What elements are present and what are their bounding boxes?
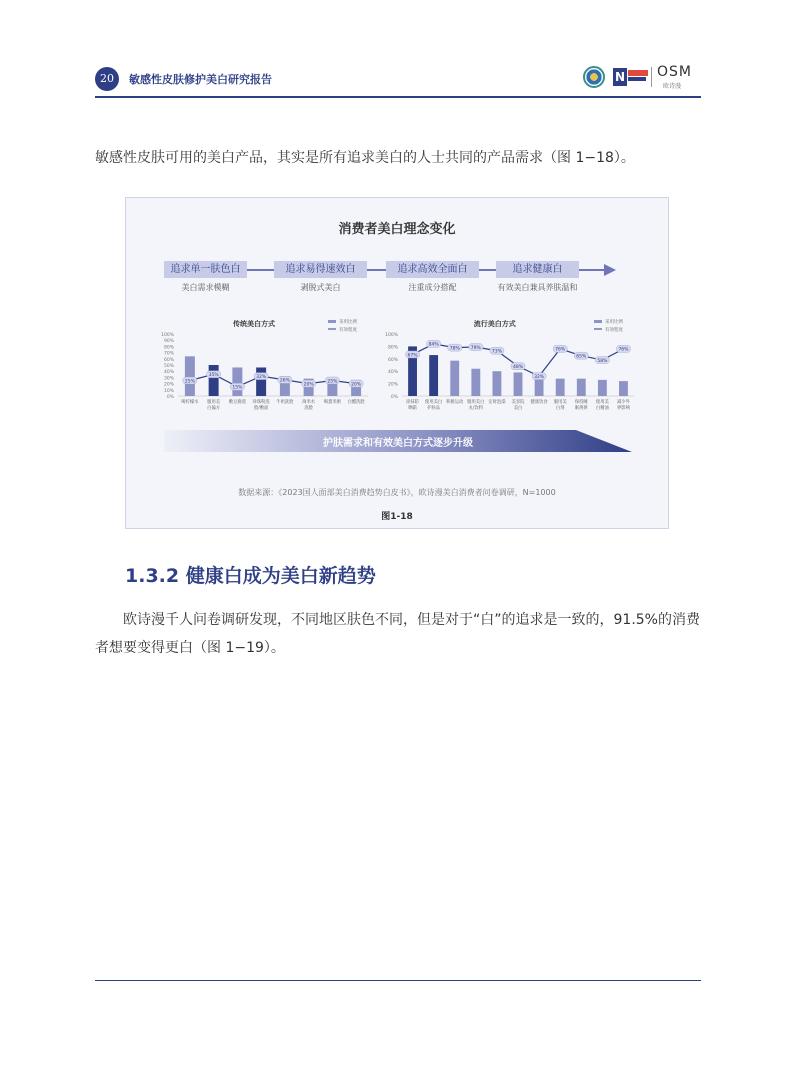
category-label: 白剂 [555, 406, 565, 411]
y-tick-label: 20% [387, 382, 398, 388]
category-label: 丸/饮料 [468, 406, 483, 411]
association-seal-icon [583, 66, 605, 88]
header-rule [95, 96, 701, 98]
bar [450, 361, 459, 396]
data-label: 35% [208, 373, 219, 379]
y-tick-label: 50% [163, 364, 174, 369]
stage-2-sub: 剥脱式美白 [300, 283, 341, 292]
stage-connector [479, 269, 496, 271]
y-tick-label: 10% [163, 388, 174, 394]
bar [256, 367, 266, 396]
category-label: 淘米水 [302, 400, 316, 405]
osm-logo: OSM [657, 64, 692, 80]
y-tick-label: 90% [163, 339, 174, 345]
figure-label: 图1-18 [381, 512, 413, 522]
category-label: 白精油 [595, 406, 609, 411]
bar [429, 355, 438, 396]
y-tick-label: 0% [390, 395, 398, 400]
data-label: 65% [576, 354, 587, 360]
category-label: 美容院 [511, 400, 525, 405]
data-label: 48% [512, 365, 524, 371]
stage-3-label: 追求高效全面白 [386, 261, 479, 278]
category-label: 界影响 [617, 406, 630, 411]
figure-1-18 [125, 197, 669, 529]
category-label: 晒霜 [408, 406, 417, 411]
legend-bar-label: 采用比例 [339, 320, 357, 325]
stage-2-label: 追求易得速效白 [274, 261, 367, 278]
legend-bar-swatch [328, 320, 336, 323]
legend-bar-label: 采用比例 [605, 320, 623, 325]
category-label: 服用美 [207, 400, 221, 405]
data-label: 15% [232, 385, 243, 391]
bar [514, 372, 523, 396]
category-label: 服用美白 [467, 400, 485, 405]
stage-arrow-icon [604, 264, 616, 276]
paragraph-2: 欧诗漫千人问卷调研发现，不同地区肤色不同，但是对于“白”的追求是一致的，91.5%的消费者想要变得更白（图 1−19）。 [95, 612, 700, 656]
stage-connector [579, 269, 604, 271]
y-tick-label: 20% [163, 382, 174, 388]
y-tick-label: 60% [163, 357, 174, 363]
chart-traditional [146, 316, 386, 426]
category-label: 护肤品 [427, 406, 441, 411]
stage-4-label: 追求健康白 [496, 261, 579, 278]
bar [535, 377, 544, 396]
stage-1-label: 追求单一肤色白 [164, 261, 247, 278]
bar [556, 379, 565, 396]
figure-source: 数据来源：《2023国人面部美白消费趋势白皮书》，欧诗漫美白消费者问卷调研，N=1000 [238, 488, 556, 497]
legend-bar-swatch [594, 320, 602, 323]
data-label: 20% [351, 382, 362, 388]
data-label: 25% [327, 379, 338, 385]
stage-connector [247, 269, 274, 271]
bar [577, 379, 586, 396]
y-tick-label: 30% [163, 376, 174, 382]
category-label: 保持睡 [574, 400, 588, 405]
category-label: 脸/敷面 [253, 406, 269, 411]
y-tick-label: 60% [387, 357, 398, 363]
bar [492, 371, 501, 396]
data-label: 67% [407, 353, 418, 359]
osm-logo-subtitle: 欧诗漫 [663, 83, 682, 90]
category-label: 健康饮食 [530, 400, 548, 405]
category-label: 白醋洗脸 [347, 400, 365, 405]
category-label: 珍珠粉洗 [252, 400, 270, 405]
data-label: 78% [449, 346, 460, 352]
category-label: 定时泡澡 [488, 400, 506, 405]
category-label: 积极运动 [446, 400, 464, 405]
figure-title: 消费者美白理念变化 [338, 222, 456, 237]
data-label: 84% [428, 342, 439, 348]
data-label: 25% [184, 379, 195, 385]
report-title: 敏感性皮肤修护美白研究报告 [129, 73, 272, 86]
media-logo-icon: N [613, 68, 647, 86]
category-label: 牛奶洗脸 [276, 400, 294, 405]
y-tick-label: 40% [387, 370, 398, 376]
legend-line-label: 有效程度 [605, 328, 623, 333]
data-label: 76% [555, 347, 566, 353]
page-number: 20 [95, 67, 119, 91]
chart-title: 传统美白方式 [233, 320, 275, 328]
category-label: 眠规律 [574, 406, 588, 411]
data-label: 26% [279, 378, 290, 384]
effectiveness-line [413, 344, 624, 376]
y-tick-label: 80% [387, 345, 398, 351]
y-tick-label: 100% [385, 333, 398, 338]
y-tick-label: 0% [166, 395, 174, 400]
y-tick-label: 80% [163, 345, 174, 351]
bar [209, 365, 219, 396]
category-label: 白偏方 [207, 406, 221, 411]
logo-divider [651, 67, 652, 87]
data-label: 58% [597, 358, 608, 364]
category-label: 使用美 [595, 400, 609, 405]
footer-rule [95, 980, 701, 981]
bar [598, 380, 607, 396]
upgrade-banner-text: 护肤需求和有效美白方式逐步升级 [323, 438, 473, 449]
stage-connector [367, 269, 386, 271]
data-label: 73% [491, 349, 502, 355]
paragraph-1: 敏感性皮肤可用的美白产品，其实是所有追求美白的人士共同的产品需求（图 1−18）。 [95, 150, 635, 166]
section-title: 1.3.2 健康白成为美白新趋势 [125, 565, 376, 587]
category-label: 服用美 [553, 400, 567, 405]
category-label: 使用美白 [425, 400, 443, 405]
bar [471, 369, 480, 396]
category-label: 减少外 [617, 400, 630, 405]
bar [619, 381, 628, 396]
stage-4-sub: 有效美白兼具养肤温和 [497, 283, 578, 292]
chart-title: 流行美白方式 [473, 320, 516, 328]
stage-3-sub: 注重成分搭配 [408, 283, 457, 292]
y-tick-label: 70% [163, 351, 174, 357]
data-label: 76% [618, 347, 629, 353]
category-label: 洗脸 [304, 406, 313, 411]
data-label: 32% [256, 374, 267, 380]
legend-line-label: 有效程度 [339, 328, 357, 333]
page-header [95, 64, 701, 98]
category-label: 喝柠檬水 [181, 400, 199, 405]
category-label: 涂抹防 [406, 400, 419, 405]
stage-1-sub: 美白需求模糊 [181, 283, 230, 292]
y-tick-label: 100% [161, 333, 174, 338]
y-tick-label: 40% [163, 370, 174, 376]
chart-popular [374, 316, 644, 426]
category-label: 喝薏米粥 [323, 400, 341, 405]
category-label: 美白 [513, 406, 523, 411]
data-label: 79% [470, 345, 481, 351]
partner-logos [583, 64, 701, 94]
data-label: 32% [534, 374, 545, 380]
category-label: 敷豆腐渣 [228, 400, 246, 405]
bar [185, 356, 195, 396]
data-label: 20% [303, 382, 314, 388]
bar [232, 367, 242, 396]
